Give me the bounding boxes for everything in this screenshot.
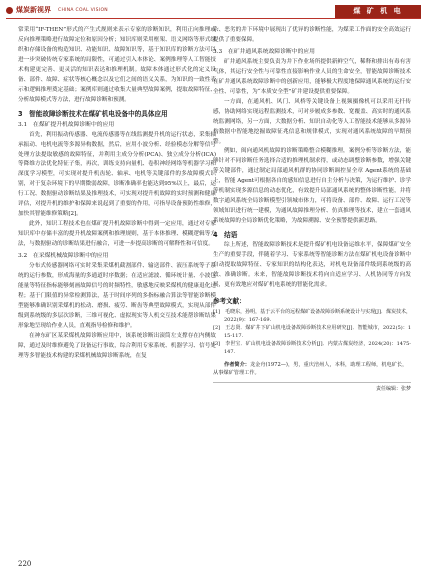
paragraph: 一方面，在通风机、风门、风桥等关键设备上视频摄像机可以采用无扦传感，协助网络实现远程监测技术，可对步履成多参数、宽覆盖、高实时的通风系统监测网络，另一方面，大数据分析、知识自动化等人工智能技术能够从多源异构数据中智能地挖掘故障征兆信息和规律模式，实现对通风系统故障的早期预警。: [213, 98, 411, 145]
reference-item: [3] 李世宝．矿山机电设备故障诊断技术分析[J]．内蒙古煤炭经济，2024(20)：1475-147.: [213, 340, 411, 355]
journal-name: 煤炭新视界: [16, 6, 51, 14]
section-heading-4: 4 结语: [213, 231, 238, 240]
paragraph: 综上所述，智能故障诊断技术是提升煤矿机电设备运维水平，保障煤矿安全生产的重要手段，伴随着学习、专家系统等智能诊断方法在煤矿机电设备诊断中自动提取故障特征、专家知识的结构化表达，对机电设备部件级到系统级的高效、准确诊断。未来，智能故障诊断技术将向自适应学习、人机协同等方向发展，更有效地应对煤矿机电系统的智能化需求。: [213, 242, 411, 288]
section-heading-3: 3 智能故障诊断技术在煤矿机电设备中的具体应用: [18, 109, 168, 118]
page-number: 220: [18, 560, 32, 568]
paragraph: 矿井通风系统主要负责为井下作业场所提供新鲜空气，稀释和排出有毒有害气体，其运行安全性与可靠性直接影响作业人员的生命安全，智能故障诊断技术在矿井通风系统故障诊断中的创新应用，能够极大程度地保障通风系统的运行安全性、可靠性，为“本质安全型”矿井建设提供重要保障。: [213, 58, 411, 95]
paragraph: 分布式传感器网络可实时采集采煤机截割部件、输送部件、液压系统等子系统的运行参数，形成海量的多通道时序数据；在适应滤波、循环统计量、小波包能量等特征指标能够刻画故障信号的时频特性，敏感地反映采煤机的健康退化过程；基于门限值的异常检测算法，基于时间序列的多指标融合算法等智能诊断模型能够准确识别采煤机的松动、磨损、疲劳、断齿等典型故障模式，实现从部件级到系统级的多层次诊断，三维可视化、虚拟现实等人机交互技术能帮诊断结果形象地呈现给作业人员，直观指导检修和维护。: [18, 263, 216, 329]
header-rule: [6, 18, 421, 19]
subsection-heading-3-2: 3.2 在采煤机械故障诊断中的应用: [18, 253, 109, 260]
paragraph: 常采用“IF-THEN”形式的产生式规则来表示专家的诊断知识，利用正向推理或反向推理策略进行故障定位和原因分析；知识库则采用框架、语义网络等形式组织和存储设备的构造知识、功能知识、故障知识等，基于知识库的诊断方法可以进一步突破传统专家系统的局限性，可通过引入本体论、案例推理等人工智能技术构建更完善、更灵活的知识表达和推理机制。故障本体通过形式化的定义设备、部件、故障、症状等核心概念以及它们之间的语义关系，为知识的一致性表示和逻辑推理奠定基础；案例库则通过收集大量典型故障案例，提取故障特征、分析故障模式等方法，进行故障诊断和预测。: [18, 27, 216, 103]
paragraph: 例如，闽向通风机故障的诊断策略整合模糊推理，案例分析等诊断方法，能够针对不同诊断任务选择合适的推理机制求得，或动态调整诊断参数，增强关键等关键部件，通过制定局部通风机群的协同诊断调控显全章 Agent系统的基础上，智能 Agent可根据各自的感知信息进行自主分析与决策，为运行维护、诊学等机制实现多源信息的动态优化，有效提升局部通风系统的整体诊断性能，并将数字通风系统全局诊断模型引领城市体力，可将设备、部件、故障、运行工况等领域知识进行统一建模，为通风故障推理分析、仿真推理等技术，建立一套通风系统故障的全局诊断优化策略，为故障溯源、安全预警提供新思路。: [213, 148, 411, 225]
reference-item: [1] 毛晓东，孙明，基于云平台的远程煤矿设备故障诊断系统设计与实现[J]．煤炭技术，2022(9)：167-169.: [213, 308, 411, 323]
paragraph: 此外，知识工程技术也在煤矿提升机故障诊断中得到一定应用，通过对专家知识库中存储丰富的提升机故障案例和推理规则，基于本体推理、模糊逻辑等方法，与数据驱动的诊断结果进行融合，可进一步提高诊断的可解释性和可信度。: [18, 221, 216, 248]
journal-logo-icon: [6, 7, 13, 14]
subsection-heading-3-3: 3.3 在矿井通风系统故障诊断中的应用: [213, 48, 315, 55]
section-tab: 煤 矿 机 电: [335, 5, 421, 18]
author-bio-text: 龙金舟(1972—)，男，重庆涪州人，本科，助理工程师，机电矿长，从事煤矿管理工作。: [213, 361, 408, 377]
journal-name-english: CHINA COAL VISION: [58, 8, 108, 13]
author-bio: [213, 361, 411, 378]
paragraph: 首先，利用振动传感器、电流传感器等在线监测提升机的运行状态，采集轴承振动、电机电流等多源异构数据，然后，应用小波分析、经验模态分解等信号处理方法提取敏感的故障特征，并利用主成分分析(PCA)、独立成分分析(ICA)等降维方法优化特征子集，再次，训练支持向量机、卷积神经网络等机器学习和深度学习模型，可实现对提升机齿轮、轴承、电机等关键部件的多故障模式识别，对于复杂环境下的早期微弱故障，诊断准确率也能达到95%以上，最后，运行工况、数据驱动诊断结果及推理技术，可实现对提升机故障的实时预测和健康评估，对提升机的维护和保障来说起到了重要的作用，可指导设备预防性维修，加快其智能维修策略[2]。: [18, 131, 216, 218]
right-column: [213, 26, 411, 393]
paragraph: 在神东矿区某采煤机故障诊断应用中，该系统诊断出滚筒左支撑存在内侧故障，通过及时维修避免了设备运行事故，综合利用专家系统、机器学习、信号处理等多智能技术构建的采煤机械故障诊断系统，在复: [18, 332, 216, 359]
end-rule: [213, 382, 411, 383]
responsible-editor: 责任编辑：张梦: [375, 385, 411, 392]
reference-item: [2] 王志贤．煤矿井下矿山机电设备故障诊断技术应用研究[J]．智能城市，2022(5)：115-117.: [213, 324, 411, 339]
left-column: [18, 26, 216, 362]
paragraph: 杂、恶劣的井下环境中展现出了优异的诊断性能，为煤采工作面的安全高效运行提供了重要保障。: [213, 27, 411, 43]
page-header: [0, 0, 427, 22]
references-title: 参考文献：: [213, 296, 246, 305]
subsection-heading-3-1: 3.1 在煤矿提升机故障诊断中的应用: [18, 121, 115, 128]
author-bio-label: 作者简介：: [224, 361, 250, 368]
